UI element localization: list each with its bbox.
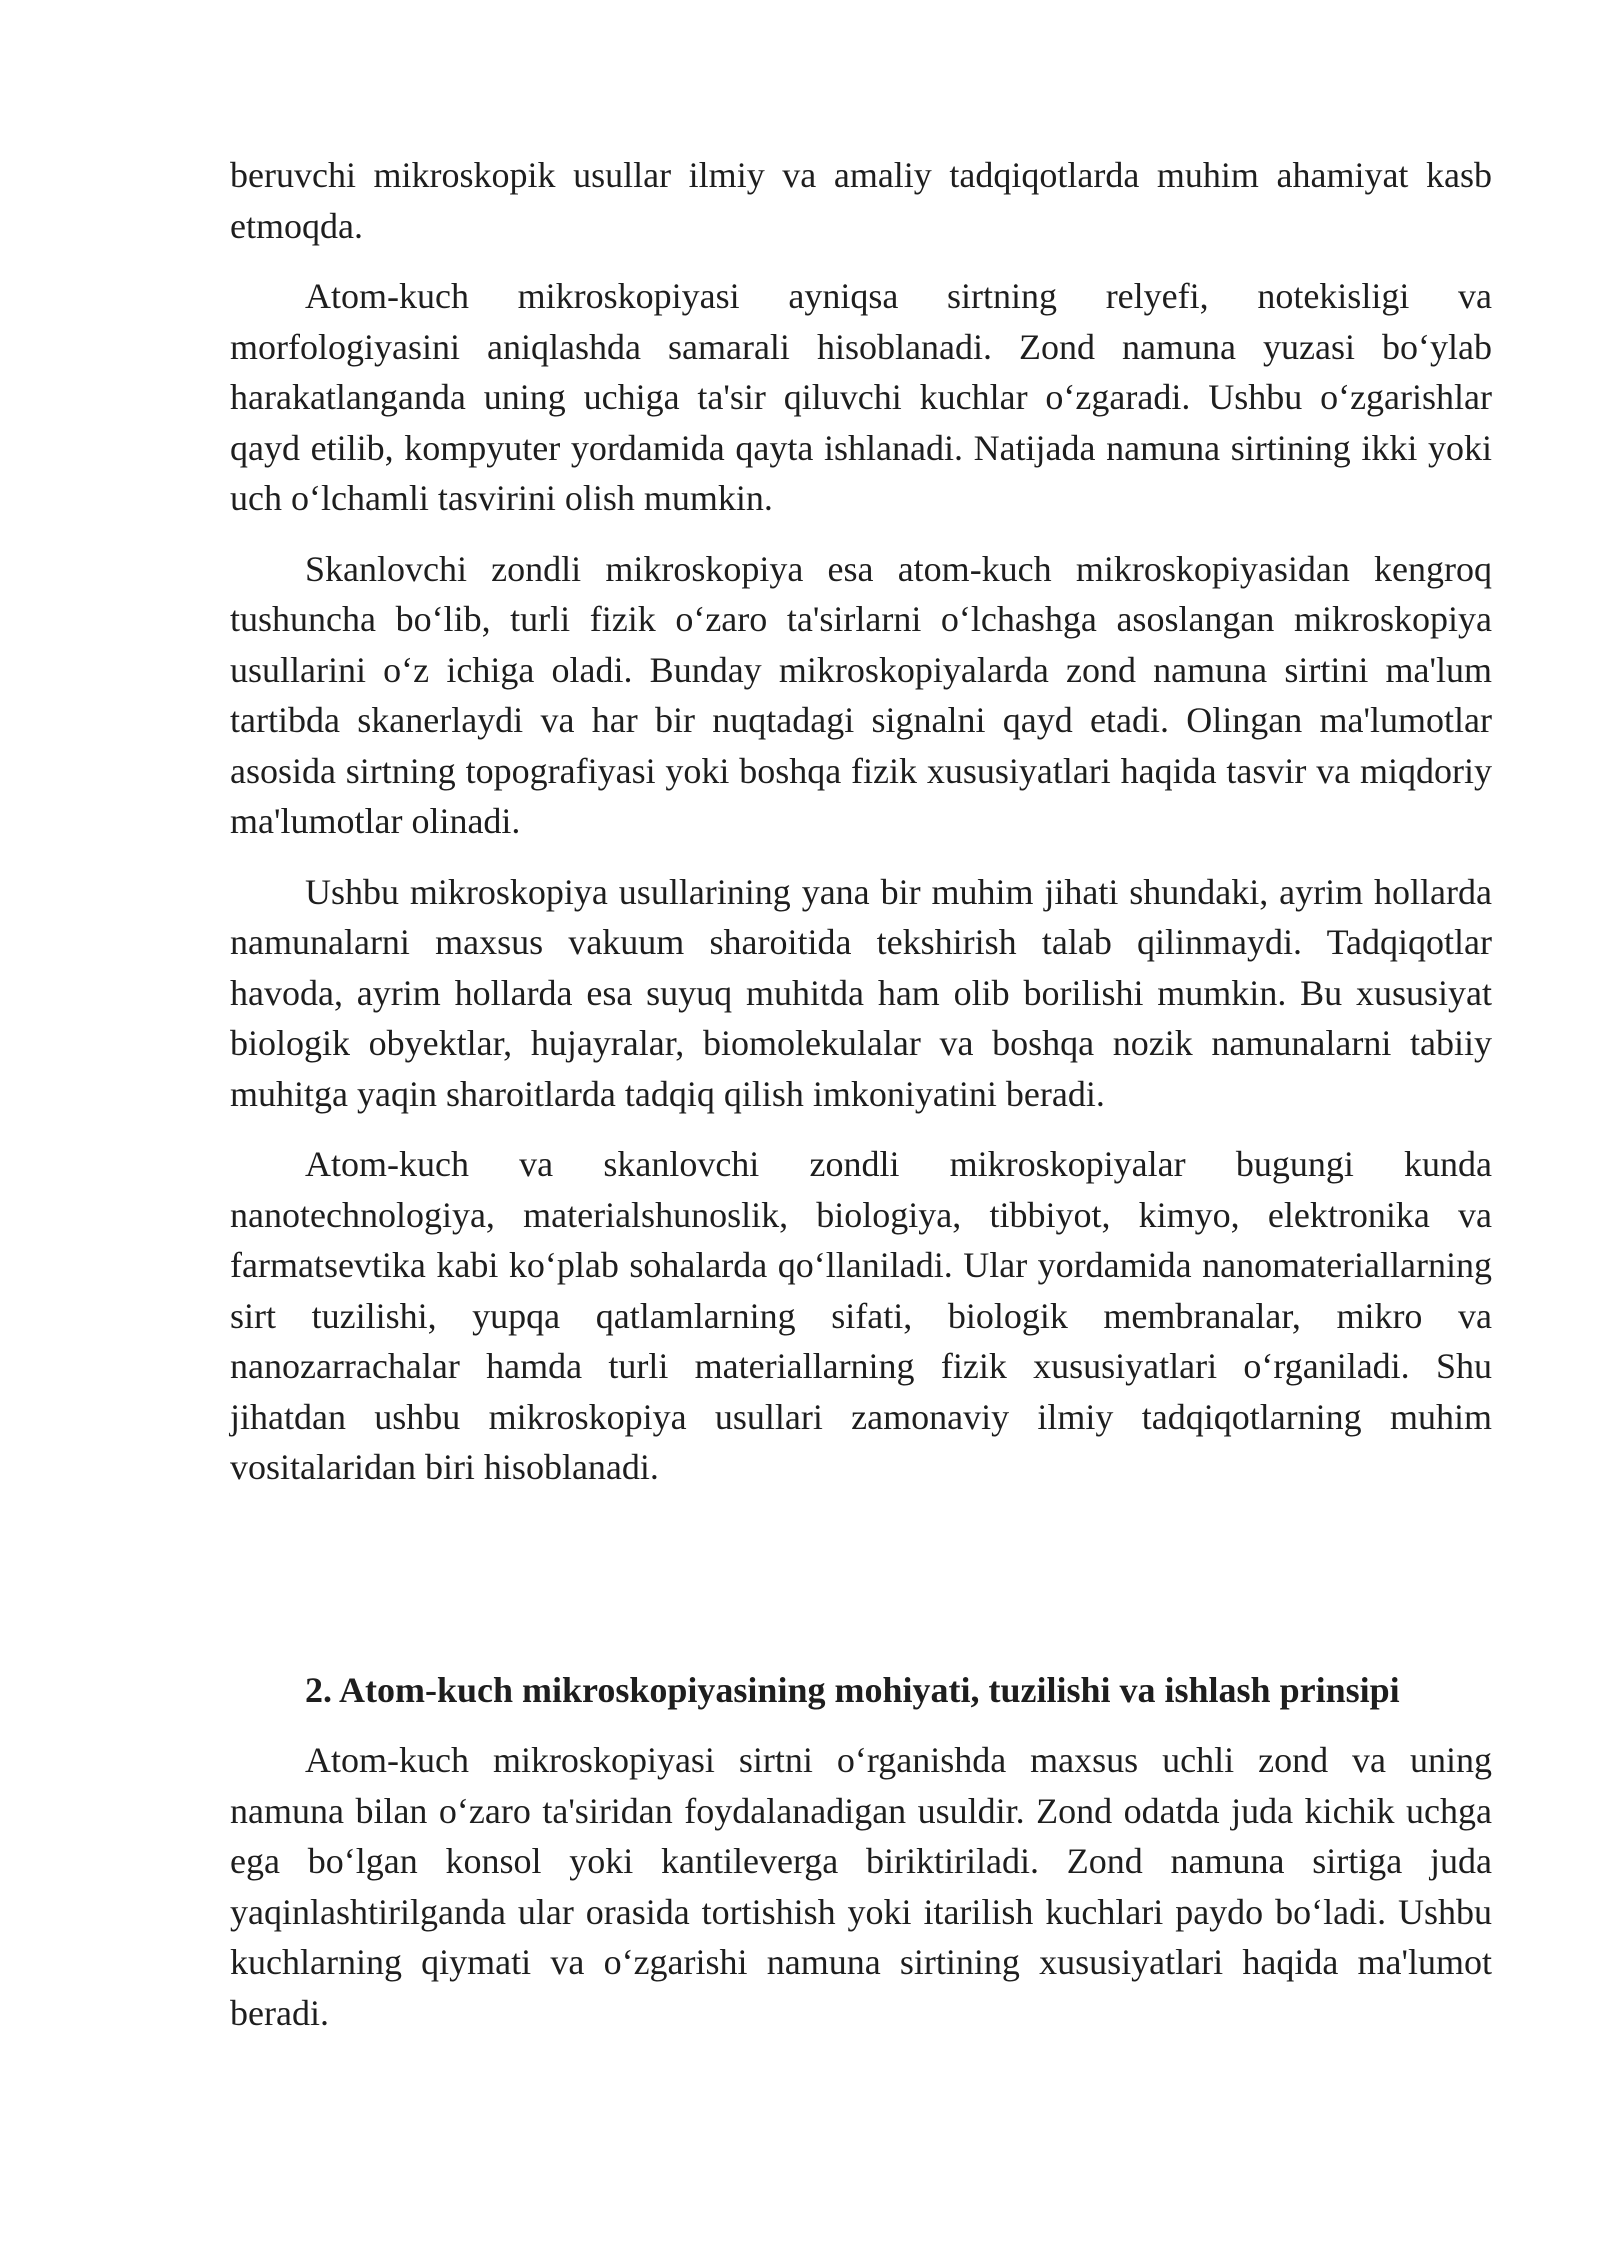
paragraph-continuation: beruvchi mikroskopik usullar ilmiy va amaliy tadqiqotlarda muhim ahamiyat kasb etmoqda. [230, 155, 1492, 246]
document-body [230, 150, 1492, 2058]
paragraph-scanning-probe: Skanlovchi zondli mikroskopiya esa atom-kuch mikroskopiyasidan kengroq tushuncha boʻlib, turli fizik oʻzaro ta'sirlarni oʻlchashga asoslangan mikroskopiya usullarini oʻz ichiga oladi. Bunday mikroskopiyalarda zond namuna sirtini ma'lum tartibda skanerlaydi va har bir nuqtadagi signalni qayd etadi. Olingan ma'lumotlar asosida sirtning topografiyasi yoki boshqa fizik xususiyatlari haqida tasvir va miqdoriy ma'lumotlar olinadi. [230, 548, 1492, 841]
paragraph-no-vacuum: Ushbu mikroskopiya usullarining yana bir muhim jihati shundaki, ayrim hollarda namunalarni maxsus vakuum sharoitida tekshirish talab qilinmaydi. Tadqiqotlar havoda, ayrim hollarda esa suyuq muhitda ham olib borilishi mumkin. Bu xususiyat biologik obyektlar, hujayralar, biomolekulalar va boshqa nozik namunalarni tabiiy muhitga yaqin sharoitlarda tadqiq qilish imkoniyatini beradi. [230, 871, 1492, 1114]
paragraph-afm-surface: Atom-kuch mikroskopiyasi ayniqsa sirtning relyefi, notekisligi va morfologiyasini aniqlashda samarali hisoblanadi. Zond namuna yuzasi boʻylab harakatlanganda uning uchiga ta'sir qiluvchi kuchlar oʻzgaradi. Ushbu oʻzgarishlar qayd etilib, kompyuter yordamida qayta ishlanadi. Natijada namuna sirtining ikki yoki uch oʻlchamli tasvirini olish mumkin. [230, 276, 1492, 518]
section-heading: 2. Atom-kuch mikroskopiyasining mohiyati, tuzilishi va ishlash prinsipi [305, 1669, 1400, 1710]
paragraph-applications: Atom-kuch va skanlovchi zondli mikroskopiyalar bugungi kunda nanotechnologiya, materialshunoslik, biologiya, tibbiyot, kimyo, elektronika va farmatsevtika kabi koʻplab sohalarda qoʻllaniladi. Ular yordamida nanomateriallarning sirt tuzilishi, yupqa qatlamlarning sifati, biologik membranalar, mikro va nanozarrachalar hamda turli materiallarning fizik xususiyatlari oʻrganiladi. Shu jihatdan ushbu mikroskopiya usullari zamonaviy ilmiy tadqiqotlarning muhim vositalaridan biri hisoblanadi. [230, 1144, 1492, 1487]
section-spacer [230, 1513, 1492, 1665]
paragraph-afm-principle: Atom-kuch mikroskopiyasi sirtni oʻrganishda maxsus uchli zond va uning namuna bilan oʻzaro ta'siridan foydalanadigan usuldir. Zond odatda juda kichik uchga ega boʻlgan konsol yoki kantileverga biriktiriladi. Zond namuna sirtiga juda yaqinlashtirilganda ular orasida tortishish yoki itarilish kuchlari paydo boʻladi. Ushbu kuchlarning qiymati va oʻzgarishi namuna sirtining xususiyatlari haqida ma'lumot beradi. [230, 1740, 1492, 2033]
